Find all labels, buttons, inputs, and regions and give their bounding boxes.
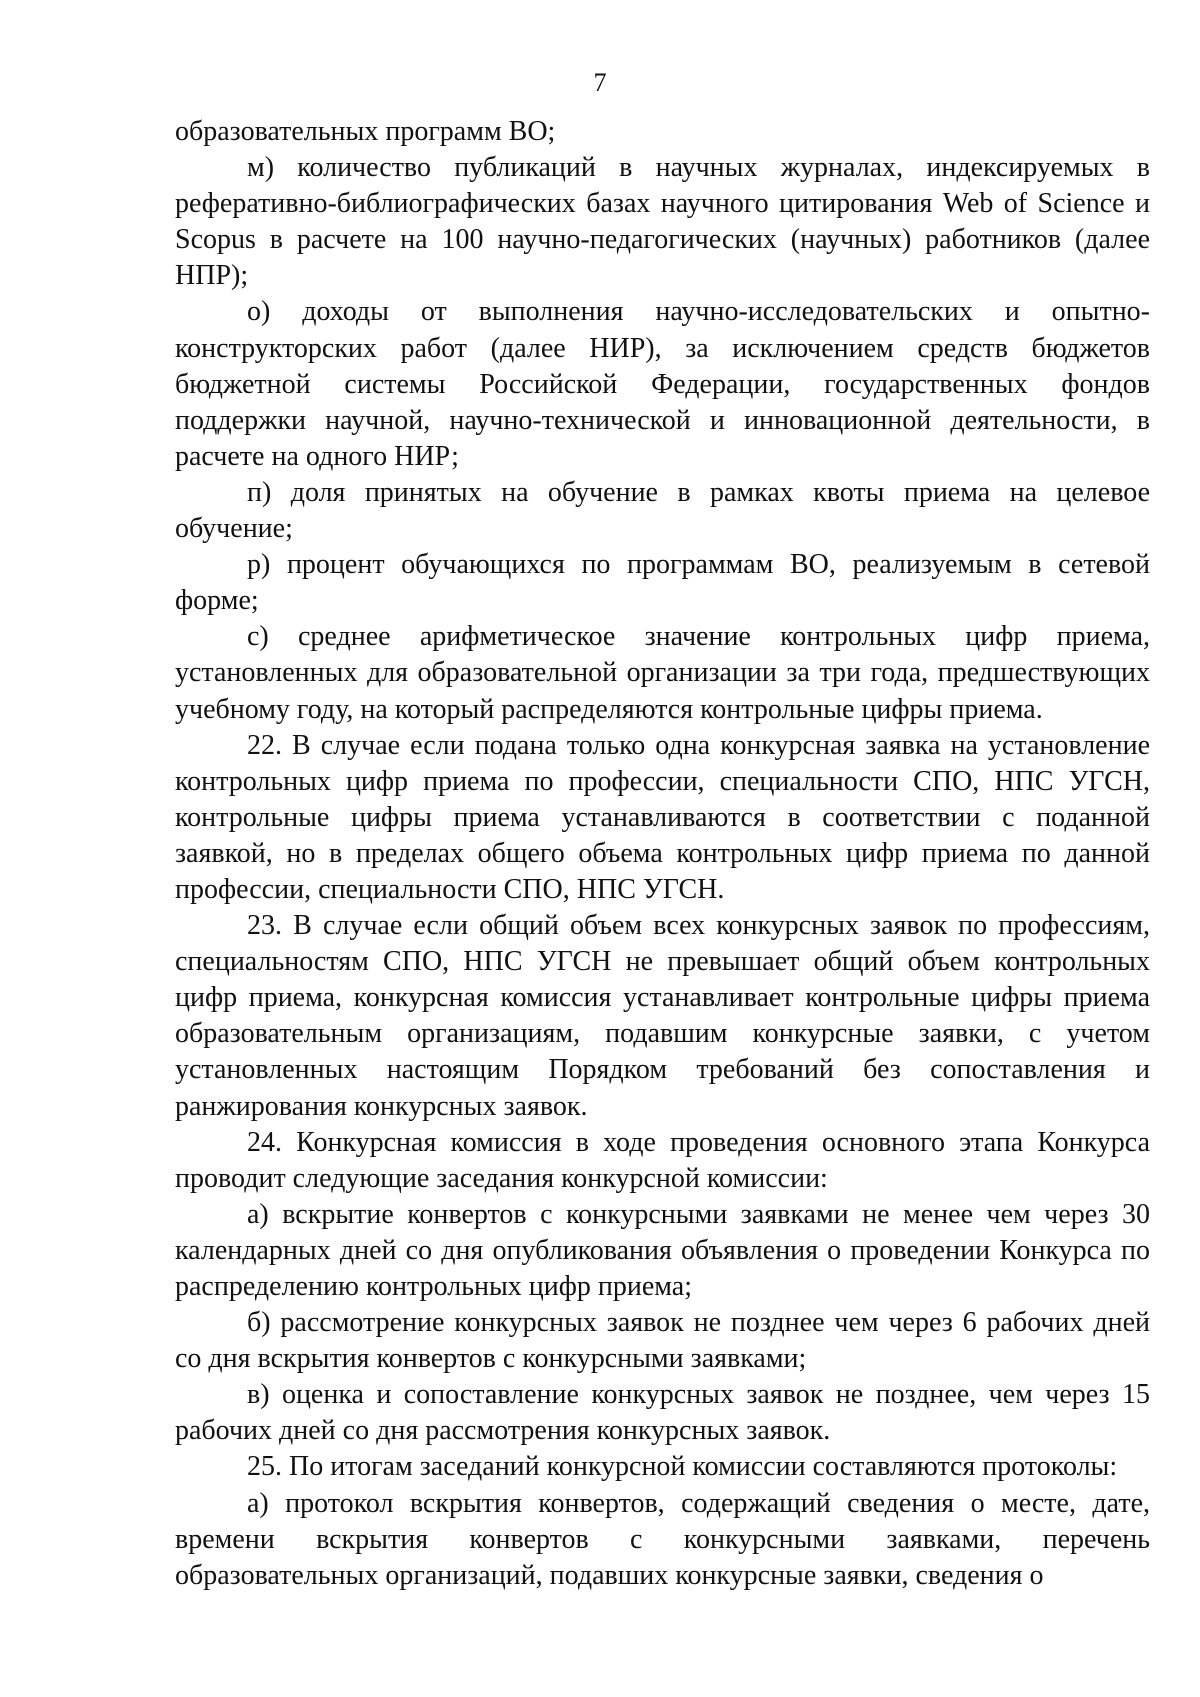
paragraph-clause-24: 24. Конкурсная комиссия в ходе проведения основного этапа Конкурса проводит следующие заседания конкурсной комиссии: [175, 1126, 1150, 1194]
paragraph-item-a: а) вскрытие конвертов с конкурсными заявками не менее чем через 30 календарных дней со дня опубликования объявления о проведении Конкурса по распределению контрольных цифр приема; [175, 1198, 1150, 1302]
page-number: 7 [593, 68, 607, 97]
paragraph-continuation: образовательных программ ВО; [175, 116, 556, 147]
paragraph-clause-23: 23. В случае если общий объем всех конкурсных заявок по профессиям, специальностям СПО, НПС УГСН не превышает общий объем контрольных цифр приема, конкурсная комиссия устанавливает контрольные цифры приема образовательным организациям, подавшим конкурсные заявки, с учетом установленных настоящим Порядком требований без сопоставления и ранжирования конкурсных заявок. [175, 910, 1150, 1122]
document-body [175, 114, 1150, 1594]
paragraph-item-p: п) доля принятых на обучение в рамках квоты приема на целевое обучение; [175, 476, 1150, 545]
paragraph-item-r: р) процент обучающихся по программам ВО, реализуемым в сетевой форме; [175, 549, 1150, 617]
paragraph-item-b: б) рассмотрение конкурсных заявок не позднее чем через 6 рабочих дней со дня вскрытия конвертов с конкурсными заявками; [175, 1307, 1150, 1375]
paragraph-item-v: в) оценка и сопоставление конкурсных заявок не позднее, чем через 15 рабочих дней со дня рассмотрения конкурсных заявок. [175, 1379, 1150, 1447]
paragraph-item-a-protocol: а) протокол вскрытия конвертов, содержащий сведения о месте, дате, времени вскрытия конвертов с конкурсными заявками, перечень образовательных организаций, подавших конкурсные заявки, сведения о [175, 1487, 1150, 1591]
paragraph-item-o: о) доходы от выполнения научно-исследовательских и опытно-конструкторских работ (далее НИР), за исключением средств бюджетов бюджетной системы Российской Федерации, государственных фондов поддержки научной, научно-технической и инновационной деятельности, в расчете на одного НИР; [175, 296, 1150, 472]
paragraph-item-s: с) среднее арифметическое значение контрольных цифр приема, установленных для образовательной организации за три года, предшествующих учебному году, на который распределяются контрольные цифры приема. [175, 621, 1150, 725]
paragraph-clause-25: 25. По итогам заседаний конкурсной комиссии составляются протоколы: [247, 1451, 1118, 1483]
paragraph-item-m: м) количество публикаций в научных журналах, индексируемых в реферативно-библиографических базах научного цитирования Web of Science и Scopus в расчете на 100 научно-педагогических (научных) работников (далее НПР); [175, 152, 1150, 292]
paragraph-clause-22: 22. В случае если подана только одна конкурсная заявка на установление контрольных цифр приема по профессии, специальности СПО, НПС УГСН, контрольные цифры приема устанавливаются в соответствии с поданной заявкой, но в пределах общего объема контрольных цифр приема по данной профессии, специальности СПО, НПС УГСН. [175, 729, 1150, 905]
